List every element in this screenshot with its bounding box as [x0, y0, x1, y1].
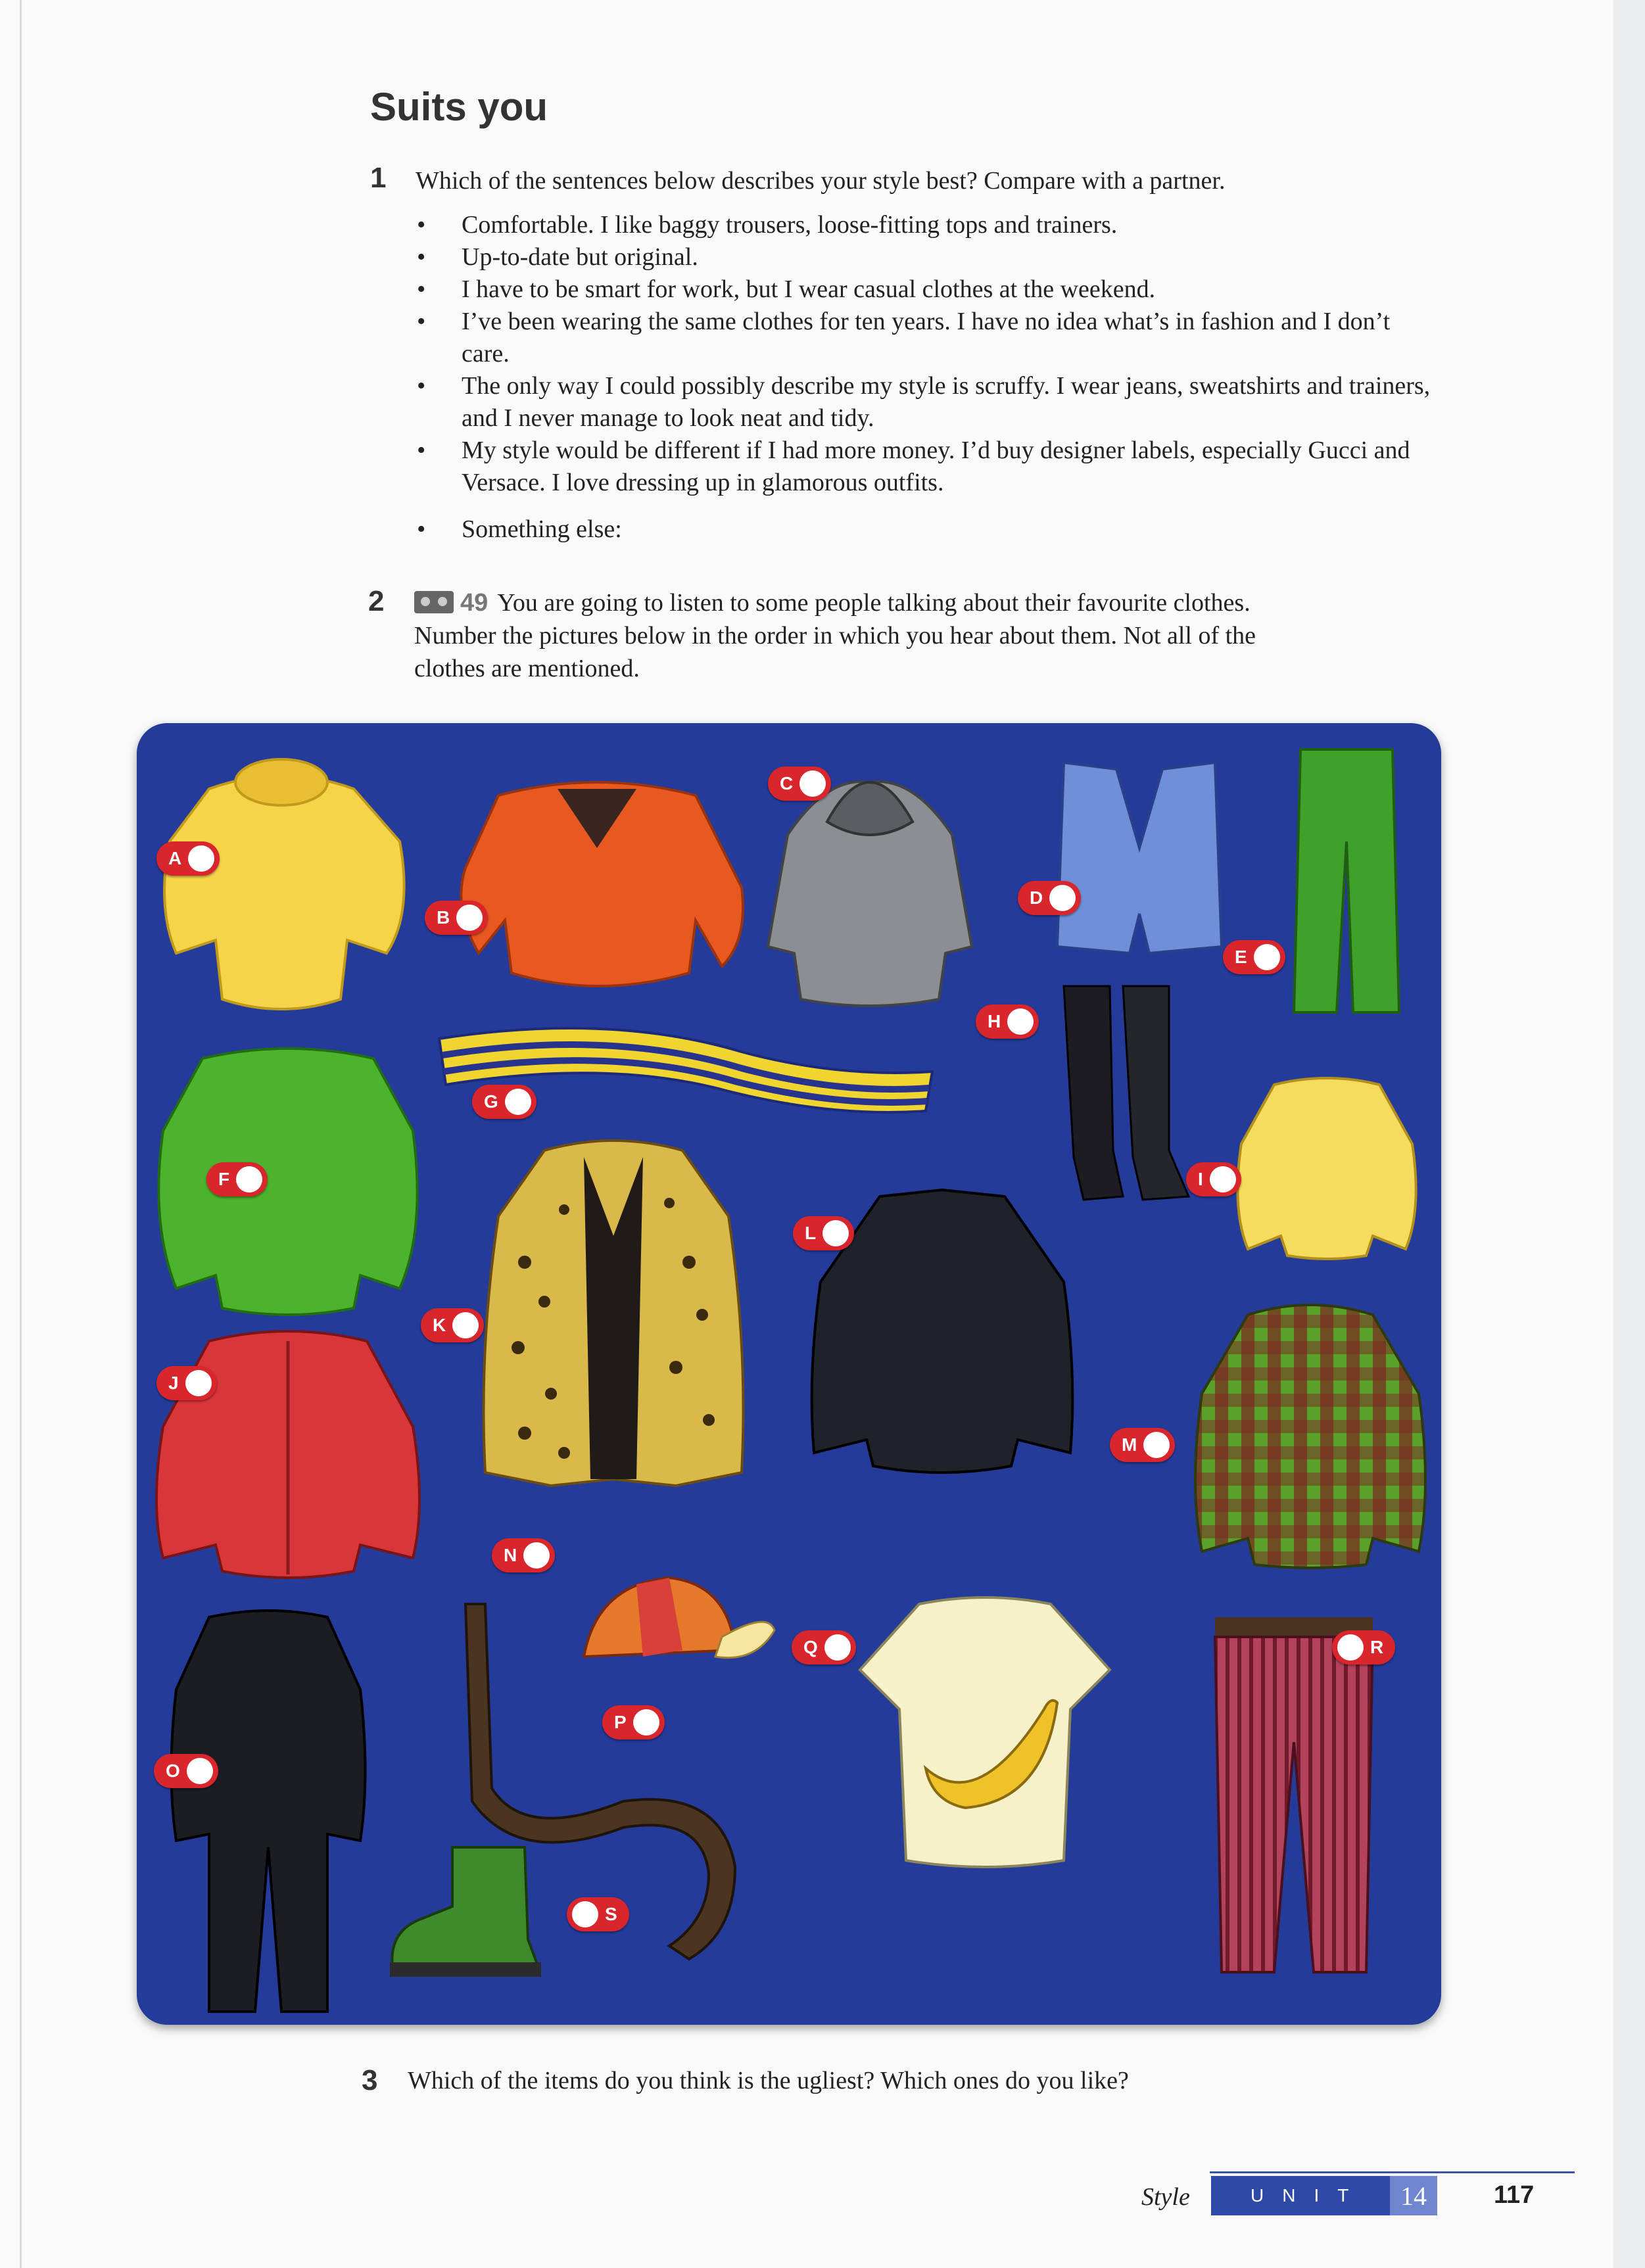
list-item: • Something else: [414, 513, 1440, 546]
list-item: • I’ve been wearing the same clothes for ten years. I have no idea what’s in fashion and I don’t care. [414, 306, 1440, 370]
label-tag-o[interactable]: O [154, 1754, 218, 1788]
answer-circle[interactable] [824, 1634, 851, 1661]
list-item: • The only way I could possibly describe my style is scruffy. I wear jeans, sweatshirts and trainers, and I never manage to look neat and tidy. [414, 370, 1440, 435]
style-options-list [414, 209, 1440, 546]
label-tag-l[interactable]: L [793, 1216, 854, 1250]
page-number: 117 [1494, 2181, 1535, 2209]
page-shadow [1613, 0, 1645, 2268]
answer-circle[interactable] [505, 1089, 531, 1115]
label-tag-p[interactable]: P [602, 1705, 665, 1739]
clothes-picture-panel [137, 723, 1441, 2025]
answer-circle[interactable] [185, 1370, 212, 1396]
label-tag-i[interactable]: I [1186, 1162, 1241, 1196]
section-label: Style [1141, 2183, 1190, 2211]
label-tag-c[interactable]: C [768, 767, 831, 801]
answer-circle[interactable] [1210, 1166, 1236, 1193]
label-tag-k[interactable]: K [421, 1308, 484, 1342]
answer-circle[interactable] [523, 1542, 550, 1569]
bullet: • [417, 372, 426, 400]
green-boot-image [380, 1834, 551, 1985]
question-2-text: 49 You are going to listen to some people talking about their favourite clothes. Number the pictures below in the order in which you hear about them. Not all of the clothes are mentioned. [414, 589, 1256, 682]
list-item: • Comfortable. I like baggy trousers, loose-fitting tops and trainers. [414, 209, 1440, 241]
answer-circle[interactable] [1337, 1634, 1364, 1661]
question-number-3: 3 [362, 2064, 378, 2096]
green-trousers-image [1281, 736, 1412, 1019]
bullet: • [417, 308, 426, 335]
striped-trousers-image [1202, 1611, 1386, 1985]
label-tag-m[interactable]: M [1110, 1428, 1175, 1462]
answer-circle[interactable] [1049, 885, 1076, 911]
page-edge [20, 0, 22, 2268]
bullet: • [417, 243, 426, 271]
label-tag-a[interactable]: A [156, 841, 220, 876]
question-number-2: 2 [368, 585, 385, 617]
answer-circle[interactable] [188, 845, 214, 872]
question-3-text: Which of the items do you think is the ugliest? Which ones do you like? [408, 2067, 1129, 2094]
yellow-cardigan-image [1228, 1065, 1425, 1262]
check-shirt-image [1189, 1288, 1432, 1571]
label-tag-s[interactable]: S [567, 1897, 629, 1931]
bullet: • [417, 515, 426, 543]
unit-number: 14 [1390, 2176, 1437, 2215]
question-number-1: 1 [370, 162, 387, 194]
label-tag-g[interactable]: G [472, 1085, 536, 1119]
blue-waistcoat-image [1051, 749, 1228, 966]
orange-jumper-image [446, 756, 755, 1006]
label-tag-d[interactable]: D [1018, 881, 1081, 915]
label-tag-b[interactable]: B [425, 901, 488, 935]
bullet: • [417, 437, 426, 464]
answer-circle[interactable] [236, 1166, 262, 1193]
label-tag-f[interactable]: F [206, 1162, 268, 1196]
list-item: • Up-to-date but original. [414, 241, 1440, 273]
bullet: • [417, 275, 426, 303]
label-tag-e[interactable]: E [1223, 940, 1285, 974]
footer-rule [1210, 2171, 1575, 2173]
leopard-coat-image [472, 1131, 755, 1499]
cassette-icon[interactable] [414, 591, 454, 613]
list-item: • I have to be smart for work, but I wear casual clothes at the weekend. [414, 273, 1440, 306]
banana-tshirt-image [847, 1584, 1123, 1874]
label-tag-r[interactable]: R [1332, 1630, 1395, 1665]
black-suit-image [163, 1604, 373, 2025]
label-tag-h[interactable]: H [976, 1004, 1039, 1039]
red-puffer-jacket-image [150, 1321, 426, 1584]
answer-circle[interactable] [822, 1220, 849, 1246]
answer-circle[interactable] [456, 905, 483, 931]
bullet: • [417, 211, 426, 239]
answer-circle[interactable] [1143, 1432, 1170, 1458]
answer-circle[interactable] [572, 1901, 598, 1927]
label-tag-q[interactable]: Q [792, 1630, 856, 1665]
answer-circle[interactable] [452, 1312, 479, 1338]
list-item: • My style would be different if I had more money. I’d buy designer labels, especially Gucci and Versace. I love dressing up in glamorous outfits. [414, 435, 1440, 499]
label-tag-j[interactable]: J [156, 1366, 217, 1400]
green-jumper-image [150, 1032, 426, 1321]
answer-circle[interactable] [1007, 1008, 1034, 1035]
answer-circle[interactable] [799, 770, 826, 797]
track-number: 49 [460, 589, 489, 617]
answer-circle[interactable] [633, 1709, 659, 1736]
unit-label: UNIT [1211, 2176, 1390, 2215]
black-boots-image [1037, 973, 1195, 1210]
page-title: Suits you [370, 85, 548, 129]
yellow-jumper-image [150, 743, 419, 1019]
answer-circle[interactable] [187, 1758, 213, 1784]
question-1-text: Which of the sentences below describes your style best? Compare with a partner. [416, 167, 1226, 195]
answer-circle[interactable] [1254, 944, 1280, 970]
label-tag-n[interactable]: N [492, 1538, 555, 1572]
